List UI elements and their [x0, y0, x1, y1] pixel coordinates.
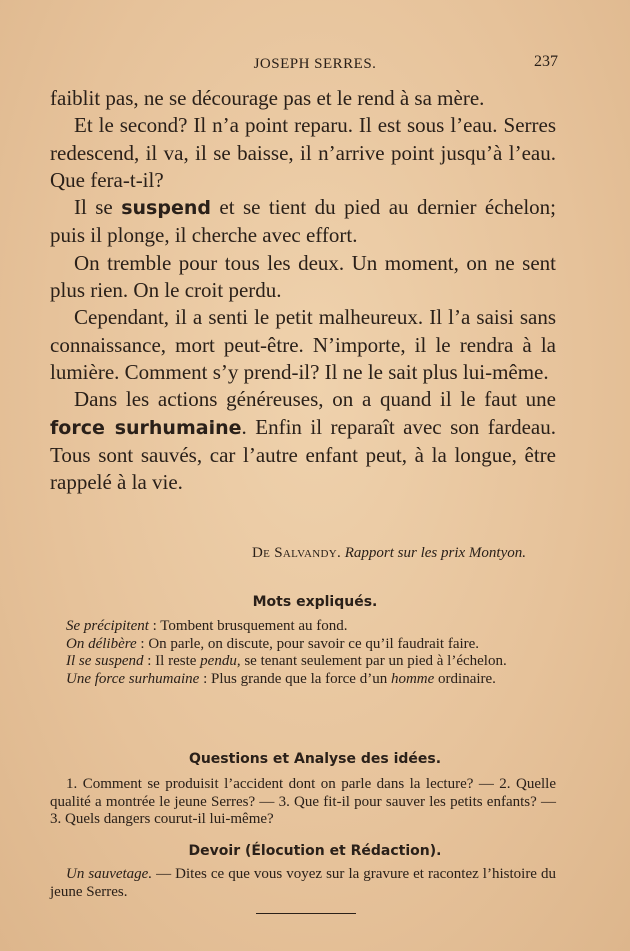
mot-item	[50, 653, 556, 671]
main-text	[50, 85, 556, 496]
attribution-author: De Salvandy.	[252, 545, 341, 561]
paragraph-1: faiblit pas, ne se décourage pas et le rend à sa mère.	[50, 86, 485, 110]
devoir-instructions: — Dites ce que vous voyez sur la gravure et racontez l’histoire du jeune Serres.	[50, 866, 556, 900]
mots-list	[50, 618, 556, 689]
mot-item	[50, 671, 556, 689]
mot-def-before: Plus grande que la force d’un	[211, 671, 391, 688]
questions-block	[50, 776, 556, 829]
p6-text-after: . Enfin il reparaît avec son fardeau. Tous sont sauvés, car l’autre enfant peut, à la longue, être rappelé à la vie.	[50, 414, 556, 495]
mot-sep: :	[148, 618, 161, 634]
mot-sep: :	[136, 635, 149, 652]
questions-text: 1. Comment se produisit l’accident dont on parle dans la lecture? — 2. Quelle qualité a montrée le jeune Serres? — 3. Que fit-il pour sauver les petits enfants? — 3. Quels dangers courut-il lui-même?	[50, 776, 556, 828]
paragraph-2: Et le second? Il n’a point reparu. Il est sous l’eau. Serres redescend, il va, il se baisse, il n’arrive point jusqu’à l’eau. Que fera-t-il?	[50, 113, 556, 192]
mot-term: Il se suspend	[66, 653, 144, 670]
devoir-title: Devoir (Élocution et Rédaction).	[188, 843, 442, 859]
devoir-term: Un sauvetage.	[66, 866, 153, 882]
p3-text-before: Il se	[74, 195, 122, 220]
mot-term: Une force surhumaine	[66, 671, 200, 688]
mot-item	[50, 636, 556, 654]
mot-item	[50, 618, 556, 636]
devoir-block	[50, 866, 556, 901]
bold-term-force: force surhumaine	[50, 416, 242, 439]
attribution-work: Rapport sur les prix Montyon.	[344, 545, 526, 561]
mot-def-italic: pendu	[200, 653, 237, 670]
paragraph-6	[50, 386, 556, 496]
running-title: JOSEPH SERRES.	[253, 56, 377, 72]
mot-term: Se précipitent	[66, 618, 149, 634]
mot-sep: :	[143, 653, 156, 670]
devoir-text	[50, 866, 556, 901]
attribution	[252, 545, 526, 562]
mot-sep: :	[199, 671, 211, 688]
end-rule	[256, 913, 356, 914]
mot-def: On parle, on discute, pour savoir ce qu’il faudrait faire.	[148, 635, 480, 652]
p3-text-after: et se tient du pied au dernier échelon; puis il plonge, il cherche avec effort.	[50, 195, 556, 248]
bold-term-suspend: suspend	[121, 197, 211, 220]
paragraph-4: On tremble pour tous les deux. Un moment, on ne sent plus rien. On le croit perdu.	[50, 250, 556, 303]
paragraph-5: Cependant, il a senti le petit malheureux. Il l’a saisi sans connaissance, mort peut-être. N’importe, il le rendra à la lumière. Comment s’y prend-il? Il ne le sait plus lui-même.	[50, 305, 556, 384]
page-number: 237	[534, 53, 558, 70]
paragraph-3	[50, 194, 556, 250]
mot-def-before: Il reste	[155, 653, 201, 670]
mot-def-italic: homme	[390, 671, 435, 688]
mot-term: On délibère	[66, 635, 137, 652]
mot-def-after: ordinaire.	[434, 671, 496, 688]
questions-title: Questions et Analyse des idées.	[188, 751, 442, 767]
mot-def: Tombent brusquement au fond.	[160, 618, 348, 634]
p6-text-before: Dans les actions généreuses, on a quand il le faut une	[74, 387, 556, 412]
page-header	[0, 53, 630, 76]
mot-def-after: , se tenant seulement par un pied à l’échelon.	[236, 653, 507, 670]
mots-title: Mots expliqués.	[252, 594, 378, 610]
